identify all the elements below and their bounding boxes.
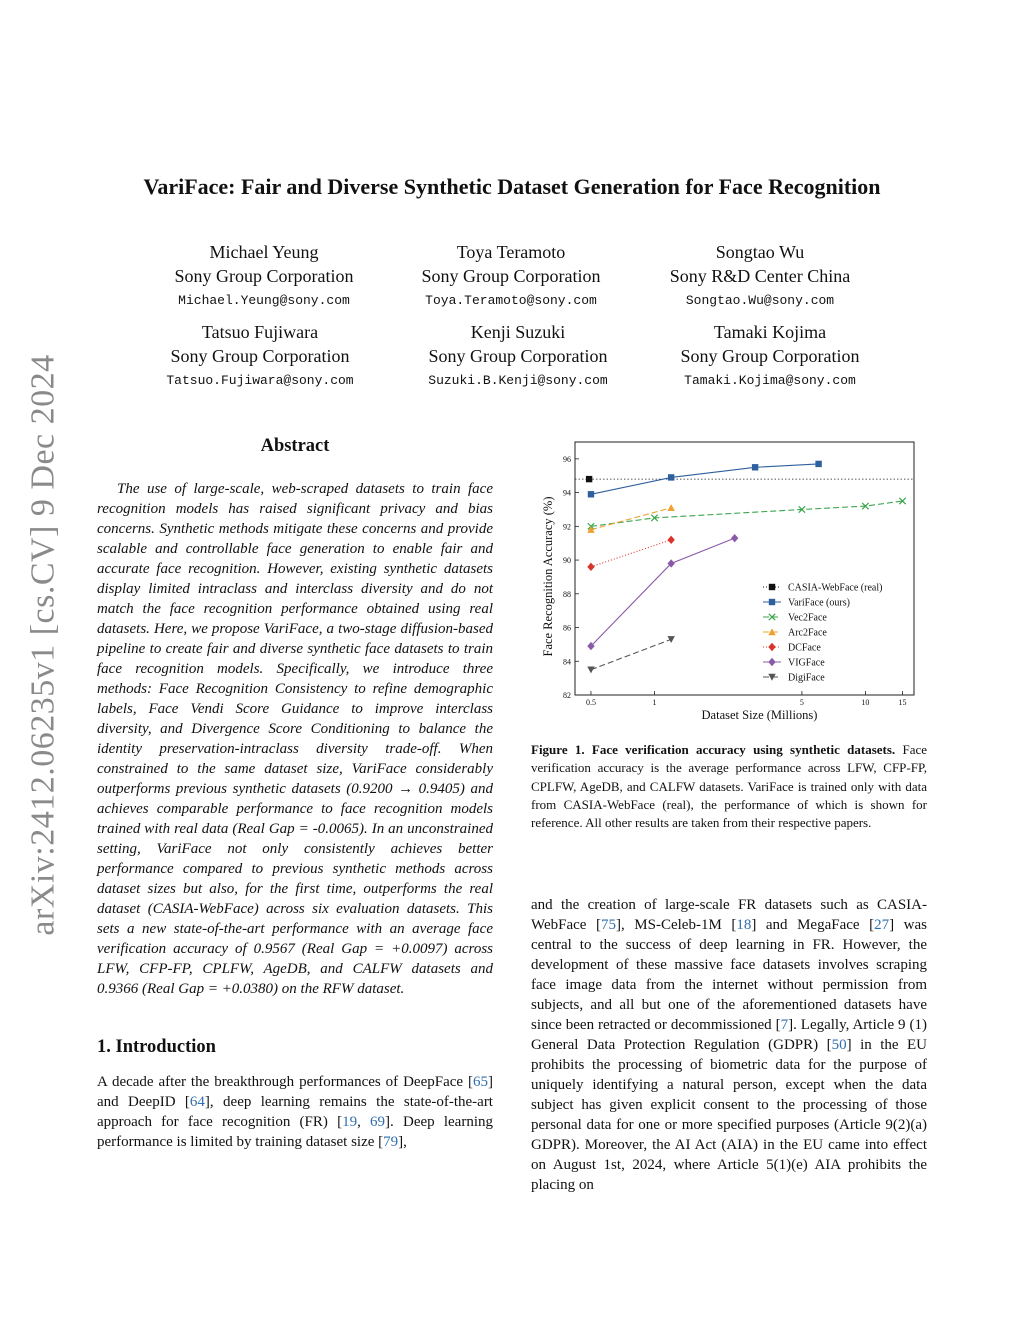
citation-link[interactable]: 69 <box>370 1114 386 1130</box>
citation-link[interactable]: 75 <box>600 917 616 933</box>
right-column-body <box>531 895 927 1195</box>
x-axis-label: Dataset Size (Millions) <box>701 708 818 722</box>
legend-marker <box>768 658 775 666</box>
data-point <box>752 464 758 470</box>
arxiv-identifier-stamp <box>14 354 74 936</box>
author-name: Songtao Wu <box>715 242 805 262</box>
citation-link[interactable]: 65 <box>473 1074 488 1090</box>
y-tick-label: 86 <box>563 623 571 633</box>
legend-label: VIGFace <box>788 657 825 669</box>
series-vec2face <box>588 498 906 530</box>
y-tick-label: 84 <box>563 657 571 667</box>
figure-1-caption <box>531 741 927 832</box>
author-block <box>110 320 410 394</box>
caption-text: Face verification accuracy is the average performance across LFW, CFP-FP, CPLFW, AgeDB, and CALFW datasets. VariFace is trained only with data from CASIA-WebFace (real), the performance of which is shown for reference. All other results are taken from their respective papers. <box>531 742 928 831</box>
author-block <box>610 240 910 314</box>
data-point <box>586 476 592 482</box>
author-email[interactable]: Songtao.Wu@sony.com <box>685 293 835 308</box>
introduction-heading: 1. Introduction <box>97 1037 216 1057</box>
legend-label: DigiFace <box>788 672 825 684</box>
author-name: Toya Teramoto <box>456 242 566 262</box>
y-axis-label: Face Recognition Accuracy (%) <box>541 496 555 657</box>
data-point <box>667 636 674 643</box>
text-run: ], <box>398 1134 407 1150</box>
author-email[interactable]: Michael.Yeung@sony.com <box>178 293 350 308</box>
citation-link[interactable]: 79 <box>383 1134 399 1150</box>
accuracy-chart <box>531 438 927 728</box>
introduction-paragraph-continued <box>531 895 927 1195</box>
author-email[interactable]: Tamaki.Kojima@sony.com <box>684 373 856 388</box>
text-run: ]. Legally, Article 9 (1) General Data Protection Regulation (GDPR) [ <box>531 1017 927 1053</box>
legend-label: Arc2Face <box>788 627 827 639</box>
author-affiliation: Sony R&D Center China <box>669 266 851 286</box>
series-line <box>591 540 671 567</box>
text-run: A decade after the breakthrough performances of DeepFace [ <box>97 1074 473 1090</box>
data-point <box>667 504 674 511</box>
data-point <box>668 474 674 480</box>
text-run: and the creation of large-scale FR datasets such as CASIA-WebFace [ <box>531 897 927 933</box>
x-tick-label: 1 <box>652 698 657 707</box>
y-tick-label: 96 <box>563 454 571 464</box>
legend-label: CASIA-WebFace (real) <box>788 582 883 594</box>
text-run: ] in the EU prohibits the processing of biometric data for the purpose of uniquely identifying a natural person, except when the data subject has given explicit consent to the processing of those personal data for one or more specified purposes (Article 9(2)(a) GDPR). Moreover, the AI Act (AIA) in the EU came into effect on August 1st, 2024, where Article 5(1)(e) AIA prohibits the placing on <box>531 1037 927 1193</box>
author-block <box>620 320 920 394</box>
data-point <box>731 534 738 542</box>
citation-link[interactable]: 19 <box>342 1114 358 1130</box>
text-run: ], MS-Celeb-1M [ <box>615 917 737 933</box>
citation-link[interactable]: 50 <box>831 1037 847 1053</box>
text-run: ] was central to the success of deep learning in FR. However, the development of these massive face datasets involves scraping face image data from the internet without permission from subjects, and all but one of the aforementioned datasets have since been retracted or decommissioned [ <box>531 917 927 1033</box>
author-affiliation: Sony Group Corporation <box>170 346 350 366</box>
figure-1 <box>531 438 927 728</box>
citation-link[interactable]: 27 <box>874 917 890 933</box>
data-point <box>587 667 594 674</box>
text-run: ], deep learning remains the state-of-the-art approach for face recognition (FR) [ <box>97 1094 493 1130</box>
citation-link[interactable]: 18 <box>736 917 752 933</box>
x-tick-label: 0.5 <box>585 698 596 707</box>
data-point <box>667 536 674 544</box>
y-tick-label: 94 <box>563 488 571 498</box>
data-point <box>587 563 594 571</box>
legend-label: VariFace (ours) <box>788 597 850 609</box>
legend-marker <box>768 643 775 651</box>
author-email[interactable]: Suzuki.B.Kenji@sony.com <box>428 373 608 388</box>
x-tick-label: 15 <box>898 698 907 707</box>
legend-label: Vec2Face <box>788 612 827 624</box>
series-line <box>591 508 671 530</box>
text-run: ] and MegaFace [ <box>751 917 875 933</box>
data-point <box>588 491 594 497</box>
text-run: , <box>357 1114 371 1130</box>
abstract-text: The use of large-scale, web-scraped datasets to train face recognition models has raised significant privacy and bias concerns. Synthetic methods mitigate these concerns and provide scalable and controllable face generation to enable fair and accurate face recognition. However, existing synthetic datasets display limited intraclass and interclass diversity and do not match the face recognition performance obtained using real datasets. Here, we propose VariFace, a two-stage diffusion-based pipeline to create fair and diverse synthetic face datasets to train face recognition models. Specifically, we introduce three methods: Face Recognition Consistency to refine demographic labels, Face Vendi Score Guidance to improve interclass diversity, and Divergence Score Conditioning to balance the identity preservation-intraclass diversity trade-off. When constrained to the same dataset size, VariFace considerably outperforms previous synthetic datasets (0.9200 → 0.9405) and achieves comparable performance to face recognition models trained with real data (Real Gap = -0.0065). In an unconstrained setting, VariFace not only consistently achieves better performance compared to previous synthetic methods across dataset sizes but also, for the first time, outperforms the real dataset (CASIA-WebFace) across six evaluation datasets. This sets a new state-of-the-art performance with an average face verification accuracy of 0.9567 (Real Gap = +0.0097) across LFW, CFP-FP, CPLFW, AgeDB, and CALFW datasets and 0.9366 (Real Gap = +0.0380) on the RFW dataset. <box>97 481 493 997</box>
y-tick-label: 88 <box>563 589 571 599</box>
y-tick-label: 92 <box>563 522 571 532</box>
series-vigface <box>587 534 738 650</box>
arxiv-stamp-text: arXiv:2412.06235v1 [cs.CV] 9 Dec 2024 <box>25 354 63 936</box>
author-name: Tatsuo Fujiwara <box>201 322 319 342</box>
series-casia-webface-real <box>586 476 592 482</box>
author-name: Michael Yeung <box>209 242 319 262</box>
legend-marker <box>769 584 775 590</box>
data-point <box>815 461 821 467</box>
legend-label: DCFace <box>788 642 821 654</box>
left-column <box>97 436 493 1152</box>
citation-link[interactable]: 7 <box>780 1017 789 1033</box>
series-line <box>591 501 903 526</box>
text-run: ] and DeepID [ <box>97 1074 493 1110</box>
x-tick-label: 10 <box>861 698 870 707</box>
author-name: Tamaki Kojima <box>713 322 827 342</box>
abstract-heading: Abstract <box>260 436 330 456</box>
author-affiliation: Sony Group Corporation <box>421 266 601 286</box>
introduction-paragraph <box>97 1072 493 1152</box>
series-line <box>591 639 671 669</box>
author-affiliation: Sony Group Corporation <box>174 266 354 286</box>
series-line <box>591 538 735 646</box>
author-name: Kenji Suzuki <box>470 322 566 342</box>
series-dcface <box>587 536 675 571</box>
y-tick-label: 82 <box>563 691 571 700</box>
author-email[interactable]: Toya.Teramoto@sony.com <box>425 293 597 308</box>
author-affiliation: Sony Group Corporation <box>680 346 860 366</box>
citation-link[interactable]: 64 <box>189 1094 205 1110</box>
series-digiface <box>587 636 675 673</box>
author-email[interactable]: Tatsuo.Fujiwara@sony.com <box>166 373 354 388</box>
y-tick-label: 90 <box>563 556 571 566</box>
legend-marker <box>769 599 775 605</box>
text-run: ]. Deep learning performance is limited by training dataset size [ <box>97 1114 493 1150</box>
paper-title: VariFace: Fair and Diverse Synthetic Dataset Generation for Face Recognition <box>143 174 881 199</box>
series-arc2face <box>587 504 675 533</box>
author-affiliation: Sony Group Corporation <box>428 346 608 366</box>
caption-label: Figure 1. Face verification accuracy using synthetic datasets. <box>531 742 896 757</box>
x-tick-label: 5 <box>799 698 804 707</box>
